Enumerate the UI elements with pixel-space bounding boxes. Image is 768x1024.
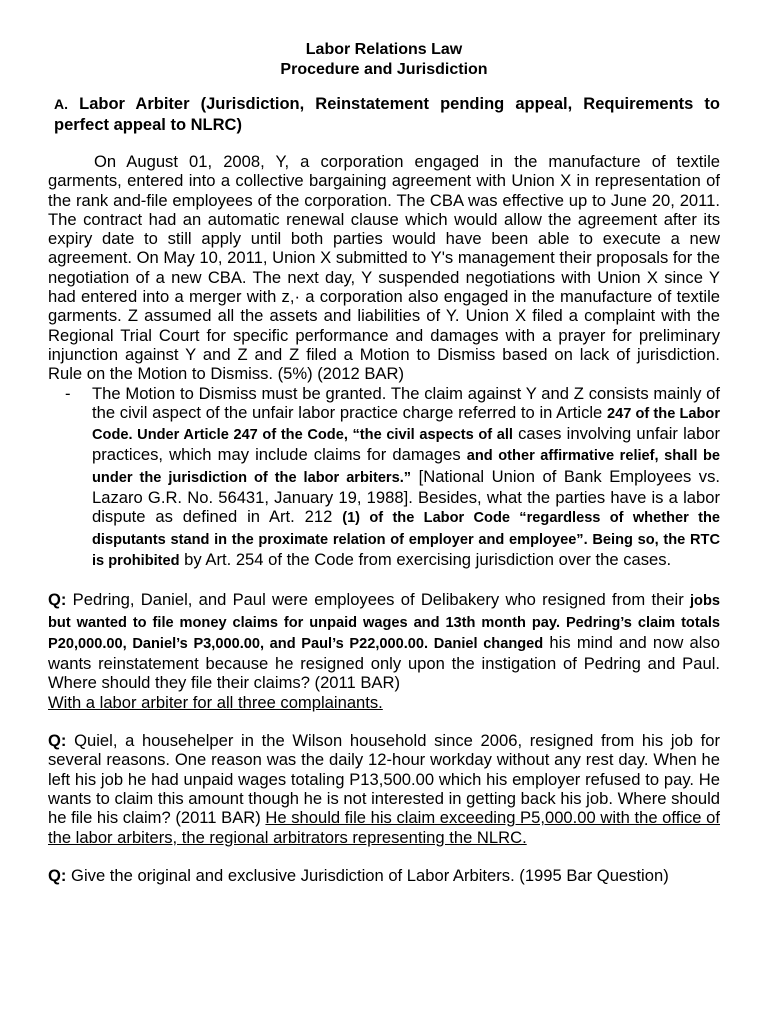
section-heading-text: Labor Arbiter (Jurisdiction, Reinstatement pending appeal, Requirements to perfect appeal to NLRC) [54,95,720,134]
problem-paragraph: On August 01, 2008, Y, a corporation engaged in the manufacture of textile garments, entered into a collective bargaining agreement with Union X in representation of the rank and-file employees of the corporation. The CBA was effective up to June 20, 2011. The contract had an automatic renewal clause which would allow the agreement after its expiry date to still apply until both parties would have been able to execute a new agreement. On May 10, 2011, Union X submitted to Y's management their proposals for the negotiation of a new CBA. The next day, Y suspended negotiations with Union X since Y had entered into a merger with z,· a corporation also engaged in the manufacture of textile garments. Z assumed all the assets and liabilities of Y. Union X filed a complaint with the Regional Trial Court for specific performance and damages with a prayer for preliminary injunction against Y and Z and Z filed a Motion to Dismiss based on lack of jurisdiction. Rule on the Motion to Dismiss. (5%) (2012 BAR) [48,152,720,384]
list-dash: - [65,383,71,403]
answer-bold-1: 247 of the Labor Code. Under Article 247 of the Code, “the civil aspects of all [92,405,721,444]
answer-text-3: [National Union of Bank Employees vs. Lazaro G.R. No. 56431, January 19, 1988]. Besides, what the parties have is a labor dispute as defined in Art. 212 [92,466,720,527]
answer-bold-3: (1) of the Labor Code “regardless of whether the disputants stand in the proximate relation of employer and employee”. Being so, the RTC is prohibited [92,510,720,569]
question-label: Q: [48,731,67,751]
document-title: Labor Relations Law [305,41,463,58]
question-text: Give the original and exclusive Jurisdiction of Labor Arbiters. (1995 Bar Question) [66,865,669,885]
question-label: Q: [48,865,67,885]
answer-bold-2: and other affirmative relief, shall be under the jurisdiction of the labor arbiters.” [92,448,720,486]
question-label: Q: [48,590,67,610]
question-answer: With a labor arbiter for all three complainants. [48,692,383,712]
question-answer: He should file his claim exceeding P5,000.00 with the office of the labor arbiters, the regional arbitrators representing the NLRC. [48,808,720,847]
question-text-1: Pedring, Daniel, and Paul were employees of Delibakery who resigned from their [66,590,690,610]
document-subtitle: Procedure and Jurisdiction [280,61,488,78]
answer-text-2: cases involving unfair labor practices, which may include claims for damages [92,424,720,465]
question-quiel [48,731,720,847]
question-jurisdiction [48,866,720,885]
answer-text-4: by Art. 254 of the Code from exercising jurisdiction over the cases. [179,549,672,569]
question-bold: jobs but wanted to file money claims for unpaid wages and 13th month pay. Pedring’s claim totals P20,000.00, Daniel’s P3,000.00, and Paul’s P22,000.00. Daniel changed [48,593,720,652]
problem-answer [65,383,721,572]
answer-text-1: The Motion to Dismiss must be granted. The claim against Y and Z consists mainly of the civil aspect of the unfair labor practice charge referred to in Article [92,383,720,422]
question-pedring [48,590,720,712]
question-text: Quiel, a househelper in the Wilson household since 2006, resigned from his job for several reasons. One reason was the daily 12-hour workday without any rest day. When he left his job he had unpaid wages totaling P13,500.00 which his employer refused to pay. He wants to claim this amount though he is not interested in getting back his job. Where should he file his claim? (2011 BAR) [48,731,720,828]
question-text-2: his mind and now also wants reinstatement because he resigned only upon the instigation of Pedring and Paul. Where should they file their claims? (2011 BAR) [48,632,720,693]
section-a-heading [54,94,720,136]
section-letter: A. [54,96,68,112]
